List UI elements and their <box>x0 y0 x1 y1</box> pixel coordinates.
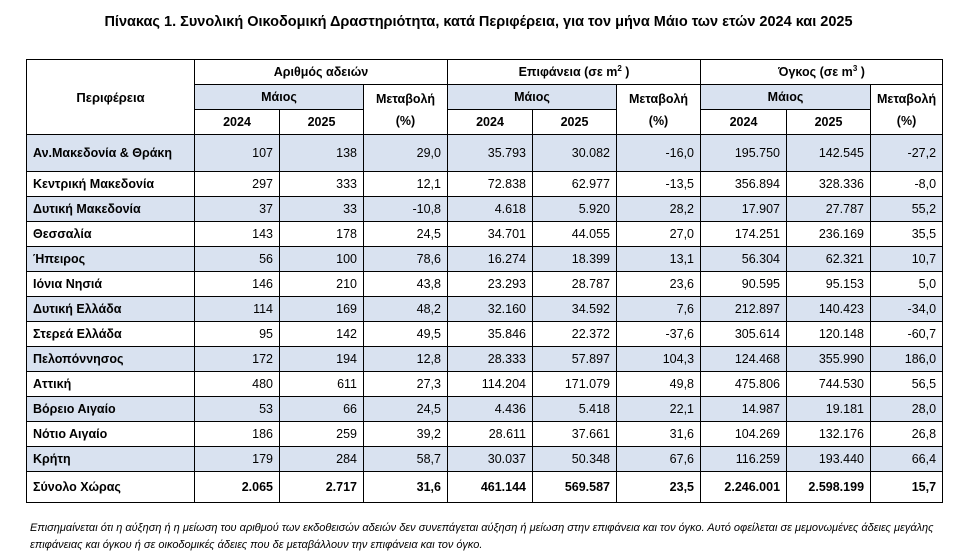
area-change-cell: 67,6 <box>617 447 701 472</box>
permits-2024-cell: 107 <box>195 135 280 172</box>
region-cell: Αττική <box>27 372 195 397</box>
volume-2024-cell: 2.246.001 <box>701 472 787 503</box>
permits-change-header: Μεταβολή (%) <box>364 85 448 135</box>
footnote: Επισημαίνεται ότι η αύξηση ή η μείωση του αριθμού των εκδοθεισών αδειών δεν συνεπάγεται αύξηση ή μείωση στην επιφάνεια και τον όγκο. Αυτό οφείλεται σε μεμονωμένες άδειες μεγάλης επιφάνειας και όγκου ή σε οικοδομικές άδειες που δε μεταβάλλουν την επιφάνεια και τον όγκο. <box>30 522 934 551</box>
area-change-cell: 7,6 <box>617 297 701 322</box>
permits-2024-cell: 114 <box>195 297 280 322</box>
volume-2025-cell: 355.990 <box>787 347 871 372</box>
building-activity-table <box>26 59 943 503</box>
volume-change-cell: 15,7 <box>871 472 943 503</box>
area-2025-cell: 22.372 <box>533 322 617 347</box>
volume-2025-cell: 19.181 <box>787 397 871 422</box>
volume-2025-cell: 95.153 <box>787 272 871 297</box>
volume-2025-cell: 193.440 <box>787 447 871 472</box>
area-change-cell: 22,1 <box>617 397 701 422</box>
volume-2024-cell: 56.304 <box>701 247 787 272</box>
region-cell: Βόρειο Αιγαίο <box>27 397 195 422</box>
area-year-2024-header: 2024 <box>448 110 533 135</box>
region-cell: Στερεά Ελλάδα <box>27 322 195 347</box>
table-row <box>27 447 943 472</box>
permits-year-2025-header: 2025 <box>280 110 364 135</box>
volume-year-2025-header: 2025 <box>787 110 871 135</box>
permits-change-cell: 12,1 <box>364 172 448 197</box>
area-change-cell: 27,0 <box>617 222 701 247</box>
area-2025-cell: 5.920 <box>533 197 617 222</box>
permits-change-cell: -10,8 <box>364 197 448 222</box>
permits-2025-cell: 284 <box>280 447 364 472</box>
volume-change-cell: -60,7 <box>871 322 943 347</box>
volume-change-cell: 56,5 <box>871 372 943 397</box>
area-2025-cell: 28.787 <box>533 272 617 297</box>
region-cell: Δυτική Ελλάδα <box>27 297 195 322</box>
area-change-cell: 23,6 <box>617 272 701 297</box>
volume-change-cell: 5,0 <box>871 272 943 297</box>
permits-2025-cell: 33 <box>280 197 364 222</box>
volume-change-cell: 26,8 <box>871 422 943 447</box>
permits-2025-cell: 194 <box>280 347 364 372</box>
volume-2025-cell: 142.545 <box>787 135 871 172</box>
volume-2025-cell: 140.423 <box>787 297 871 322</box>
area-2024-cell: 34.701 <box>448 222 533 247</box>
volume-change-cell: 10,7 <box>871 247 943 272</box>
volume-2025-cell: 744.530 <box>787 372 871 397</box>
area-2025-cell: 34.592 <box>533 297 617 322</box>
table-row <box>27 135 943 172</box>
permits-change-cell: 58,7 <box>364 447 448 472</box>
area-change-cell: 49,8 <box>617 372 701 397</box>
volume-2024-cell: 305.614 <box>701 322 787 347</box>
permits-2025-cell: 138 <box>280 135 364 172</box>
region-cell: Σύνολο Χώρας <box>27 472 195 503</box>
area-month-header: Μάιος <box>448 85 617 110</box>
area-change-cell: 31,6 <box>617 422 701 447</box>
region-cell: Δυτική Μακεδονία <box>27 197 195 222</box>
permits-2024-cell: 143 <box>195 222 280 247</box>
permits-2025-cell: 333 <box>280 172 364 197</box>
permits-change-cell: 43,8 <box>364 272 448 297</box>
area-2025-cell: 50.348 <box>533 447 617 472</box>
permits-group-header: Αριθμός αδειών <box>195 60 448 85</box>
area-2024-cell: 114.204 <box>448 372 533 397</box>
permits-2024-cell: 95 <box>195 322 280 347</box>
permits-2025-cell: 142 <box>280 322 364 347</box>
area-2024-cell: 35.793 <box>448 135 533 172</box>
table-row <box>27 247 943 272</box>
permits-2025-cell: 210 <box>280 272 364 297</box>
permits-change-cell: 24,5 <box>364 222 448 247</box>
area-change-cell: 23,5 <box>617 472 701 503</box>
area-2025-cell: 62.977 <box>533 172 617 197</box>
volume-2025-cell: 236.169 <box>787 222 871 247</box>
permits-change-cell: 12,8 <box>364 347 448 372</box>
volume-2024-cell: 212.897 <box>701 297 787 322</box>
table-row <box>27 422 943 447</box>
volume-change-cell: 55,2 <box>871 197 943 222</box>
area-2024-cell: 4.618 <box>448 197 533 222</box>
volume-2024-cell: 116.259 <box>701 447 787 472</box>
permits-2024-cell: 179 <box>195 447 280 472</box>
permits-change-cell: 49,5 <box>364 322 448 347</box>
table-row <box>27 297 943 322</box>
permits-change-cell: 31,6 <box>364 472 448 503</box>
volume-2025-cell: 27.787 <box>787 197 871 222</box>
volume-2024-cell: 174.251 <box>701 222 787 247</box>
area-change-cell: -37,6 <box>617 322 701 347</box>
volume-group-header: Όγκος (σε $m^3$ ) <box>701 60 943 85</box>
volume-change-cell: 28,0 <box>871 397 943 422</box>
permits-2024-cell: 297 <box>195 172 280 197</box>
table-row <box>27 172 943 197</box>
volume-2024-cell: 356.894 <box>701 172 787 197</box>
permits-2024-cell: 37 <box>195 197 280 222</box>
area-2025-cell: 37.661 <box>533 422 617 447</box>
volume-change-cell: 66,4 <box>871 447 943 472</box>
area-2024-cell: 30.037 <box>448 447 533 472</box>
permits-2025-cell: 66 <box>280 397 364 422</box>
total-row <box>27 472 943 503</box>
region-cell: Θεσσαλία <box>27 222 195 247</box>
permits-2025-cell: 2.717 <box>280 472 364 503</box>
area-2025-cell: 569.587 <box>533 472 617 503</box>
area-2024-cell: 35.846 <box>448 322 533 347</box>
permits-change-cell: 48,2 <box>364 297 448 322</box>
area-change-cell: -16,0 <box>617 135 701 172</box>
volume-change-cell: 35,5 <box>871 222 943 247</box>
volume-2025-cell: 120.148 <box>787 322 871 347</box>
permits-2025-cell: 611 <box>280 372 364 397</box>
permits-2025-cell: 100 <box>280 247 364 272</box>
volume-2024-cell: 475.806 <box>701 372 787 397</box>
volume-2024-cell: 104.269 <box>701 422 787 447</box>
area-2025-cell: 44.055 <box>533 222 617 247</box>
area-change-cell: 104,3 <box>617 347 701 372</box>
volume-change-cell: 186,0 <box>871 347 943 372</box>
area-year-2025-header: 2025 <box>533 110 617 135</box>
permits-2024-cell: 172 <box>195 347 280 372</box>
area-change-cell: -13,5 <box>617 172 701 197</box>
permits-2025-cell: 178 <box>280 222 364 247</box>
area-2025-cell: 30.082 <box>533 135 617 172</box>
volume-change-cell: -27,2 <box>871 135 943 172</box>
table-row <box>27 347 943 372</box>
permits-2024-cell: 480 <box>195 372 280 397</box>
area-2024-cell: 28.611 <box>448 422 533 447</box>
area-2024-cell: 32.160 <box>448 297 533 322</box>
volume-2024-cell: 124.468 <box>701 347 787 372</box>
region-cell: Αν.Μακεδονία & Θράκη <box>27 135 195 172</box>
permits-2024-cell: 53 <box>195 397 280 422</box>
area-2024-cell: 16.274 <box>448 247 533 272</box>
volume-month-header: Μάιος <box>701 85 871 110</box>
permits-change-cell: 39,2 <box>364 422 448 447</box>
permits-year-2024-header: 2024 <box>195 110 280 135</box>
volume-2025-cell: 62.321 <box>787 247 871 272</box>
permits-2025-cell: 169 <box>280 297 364 322</box>
volume-2025-cell: 2.598.199 <box>787 472 871 503</box>
permits-month-header: Μάιος <box>195 85 364 110</box>
permits-change-cell: 29,0 <box>364 135 448 172</box>
region-column-header: Περιφέρεια <box>27 60 195 135</box>
area-group-header: Επιφάνεια (σε $m^2$ ) <box>448 60 701 85</box>
area-2024-cell: 28.333 <box>448 347 533 372</box>
permits-change-cell: 78,6 <box>364 247 448 272</box>
volume-2025-cell: 328.336 <box>787 172 871 197</box>
region-cell: Νότιο Αιγαίο <box>27 422 195 447</box>
region-cell: Πελοπόννησος <box>27 347 195 372</box>
table-row <box>27 197 943 222</box>
table-title: Πίνακας 1. Συνολική Οικοδομική Δραστηριότητα, κατά Περιφέρεια, για τον μήνα Μάιο των ετών 2024 και 2025 <box>104 14 853 30</box>
area-2025-cell: 57.897 <box>533 347 617 372</box>
volume-change-header: Μεταβολή (%) <box>871 85 943 135</box>
table-row <box>27 397 943 422</box>
permits-2024-cell: 146 <box>195 272 280 297</box>
permits-2024-cell: 186 <box>195 422 280 447</box>
region-cell: Ιόνια Νησιά <box>27 272 195 297</box>
table-body <box>27 135 943 503</box>
volume-year-2024-header: 2024 <box>701 110 787 135</box>
area-change-header: Μεταβολή (%) <box>617 85 701 135</box>
permits-2025-cell: 259 <box>280 422 364 447</box>
area-2025-cell: 5.418 <box>533 397 617 422</box>
area-2025-cell: 18.399 <box>533 247 617 272</box>
permits-2024-cell: 2.065 <box>195 472 280 503</box>
area-2024-cell: 4.436 <box>448 397 533 422</box>
table-row <box>27 222 943 247</box>
area-2025-cell: 171.079 <box>533 372 617 397</box>
volume-2024-cell: 90.595 <box>701 272 787 297</box>
region-cell: Κεντρική Μακεδονία <box>27 172 195 197</box>
volume-change-cell: -8,0 <box>871 172 943 197</box>
area-change-cell: 28,2 <box>617 197 701 222</box>
volume-2024-cell: 14.987 <box>701 397 787 422</box>
table-row <box>27 322 943 347</box>
region-cell: Κρήτη <box>27 447 195 472</box>
area-change-cell: 13,1 <box>617 247 701 272</box>
area-2024-cell: 461.144 <box>448 472 533 503</box>
table-row <box>27 372 943 397</box>
volume-2025-cell: 132.176 <box>787 422 871 447</box>
area-2024-cell: 23.293 <box>448 272 533 297</box>
region-cell: Ήπειρος <box>27 247 195 272</box>
volume-change-cell: -34,0 <box>871 297 943 322</box>
area-2024-cell: 72.838 <box>448 172 533 197</box>
permits-change-cell: 27,3 <box>364 372 448 397</box>
volume-2024-cell: 195.750 <box>701 135 787 172</box>
permits-2024-cell: 56 <box>195 247 280 272</box>
permits-change-cell: 24,5 <box>364 397 448 422</box>
volume-2024-cell: 17.907 <box>701 197 787 222</box>
table-row <box>27 272 943 297</box>
